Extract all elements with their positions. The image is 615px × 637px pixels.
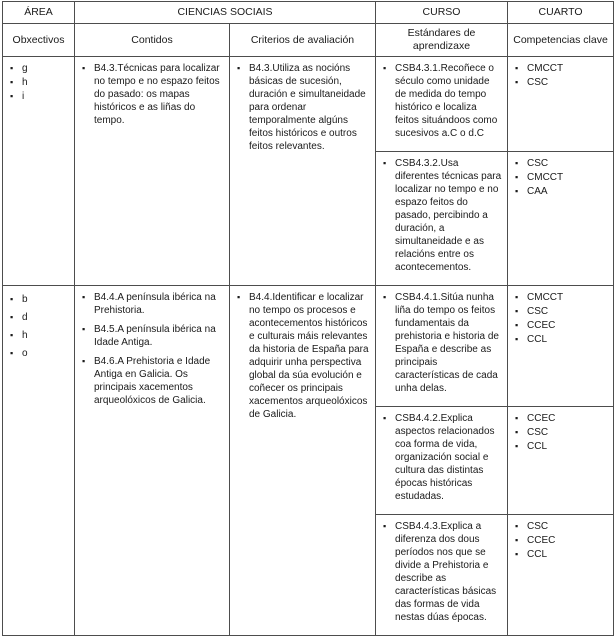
criterios-list <box>236 291 370 421</box>
column-header-estandares: Estándares de aprendizaxe <box>376 24 508 57</box>
list-item: ▪ B4.5.A península ibérica na Idade Antiga. <box>81 323 224 349</box>
list-item: ▪ CSC <box>514 426 608 439</box>
estandares-list <box>382 62 502 140</box>
cell-competencias-csb441 <box>508 286 614 407</box>
header-curso-value: CUARTO <box>508 2 614 24</box>
header-curso-label: CURSO <box>376 2 508 24</box>
list-item: ▪ B4.6.A Prehistoria e Idade Antiga en Galicia. Os principais xacementos arqueolóxicos de Galicia. <box>81 355 224 407</box>
list-item: ▪ i <box>9 90 69 103</box>
list-item: ▪ o <box>9 345 69 362</box>
obxectivos-list <box>9 62 69 103</box>
competencias-list <box>514 291 608 346</box>
competencias-list <box>514 157 608 198</box>
list-item: ▪ B4.3.Utiliza as nocións básicas de sucesión, duración e simultaneidade para ordenar temporalmente algúns feitos históricos e outros feitos relevantes. <box>236 62 370 153</box>
competencias-list <box>514 62 608 89</box>
column-header-competencias: Competencias clave <box>508 24 614 57</box>
criterios-list <box>236 62 370 153</box>
table-row <box>3 286 614 407</box>
cell-contidos-group2 <box>75 286 230 636</box>
list-item: ▪ g <box>9 62 69 75</box>
table-row <box>3 57 614 152</box>
list-item: ▪ CSB4.4.2.Explica aspectos relacionados coa forma de vida, organización social e cultura das distintas épocas históricas estudadas. <box>382 412 502 503</box>
list-item: ▪ h <box>9 327 69 344</box>
header-area-label: ÁREA <box>3 2 75 24</box>
estandares-list <box>382 291 502 395</box>
table-header-row-area <box>3 2 614 24</box>
list-item: ▪ CMCCT <box>514 62 608 75</box>
cell-obxectivos-group2 <box>3 286 75 636</box>
list-item: ▪ CSB4.3.2.Usa diferentes técnicas para localizar no tempo e no espazo feitos do pasado, percibindo a duración, a simultaneidade e as relacións entre os acontecementos. <box>382 157 502 274</box>
list-item: ▪ B4.4.A península ibérica na Prehistoria. <box>81 291 224 317</box>
list-item: ▪ CSC <box>514 520 608 533</box>
list-item: ▪ CSC <box>514 157 608 170</box>
cell-competencias-csb442 <box>508 407 614 515</box>
cell-estandar-csb432 <box>376 152 508 286</box>
estandares-list <box>382 412 502 503</box>
list-item: ▪ CCL <box>514 333 608 346</box>
cell-obxectivos-group1 <box>3 57 75 286</box>
list-item: ▪ CSB4.4.3.Explica a diferenza dos dous períodos nos que se divide a Prehistoria e describe as características básicas das formas de vida nestas dúas épocas. <box>382 520 502 624</box>
header-area-value: CIENCIAS SOCIAIS <box>75 2 376 24</box>
list-item: ▪ h <box>9 76 69 89</box>
list-item: ▪ B4.3.Técnicas para localizar no tempo e no espazo feitos do pasado: os mapas históricos e as liñas do tempo. <box>81 62 224 127</box>
contidos-list <box>81 291 224 407</box>
cell-competencias-csb432 <box>508 152 614 286</box>
list-item: ▪ CCL <box>514 548 608 561</box>
competencias-list <box>514 412 608 453</box>
cell-competencias-csb431 <box>508 57 614 152</box>
list-item: ▪ CSB4.4.1.Sitúa nunha liña do tempo os feitos fundamentais da prehistoria e historia de España e describe as principais características de cada unha delas. <box>382 291 502 395</box>
cell-competencias-csb443 <box>508 515 614 636</box>
list-item: ▪ CCEC <box>514 319 608 332</box>
list-item: ▪ CSC <box>514 305 608 318</box>
estandares-list <box>382 520 502 624</box>
list-item: ▪ CMCCT <box>514 171 608 184</box>
contidos-list <box>81 62 224 127</box>
list-item: ▪ b <box>9 291 69 308</box>
list-item: ▪ CMCCT <box>514 291 608 304</box>
cell-criterios-group2 <box>230 286 376 636</box>
curriculum-table <box>2 1 614 636</box>
list-item: ▪ CSC <box>514 76 608 89</box>
cell-estandar-csb431 <box>376 57 508 152</box>
list-item: ▪ B4.4.Identificar e localizar no tempo os procesos e acontecementos históricos e culturais máis relevantes da historia de España para adquirir unha perspectiva global da súa evolución e coñecer os principais xacementos arqueolóxicos de Galicia. <box>236 291 370 421</box>
list-item: ▪ CCL <box>514 440 608 453</box>
list-item: ▪ CSB4.3.1.Recoñece o século como unidade de medida do tempo histórico e localiza feitos situándoos como sucesivos a.C o d.C <box>382 62 502 140</box>
cell-criterios-group1 <box>230 57 376 286</box>
column-header-obxectivos: Obxectivos <box>3 24 75 57</box>
column-header-contidos: Contidos <box>75 24 230 57</box>
cell-estandar-csb442 <box>376 407 508 515</box>
obxectivos-list <box>9 291 69 362</box>
list-item: ▪ CAA <box>514 185 608 198</box>
estandares-list <box>382 157 502 274</box>
list-item: ▪ d <box>9 309 69 326</box>
list-item: ▪ CCEC <box>514 412 608 425</box>
cell-estandar-csb441 <box>376 286 508 407</box>
cell-estandar-csb443 <box>376 515 508 636</box>
cell-contidos-group1 <box>75 57 230 286</box>
column-header-criterios: Criterios de avaliación <box>230 24 376 57</box>
competencias-list <box>514 520 608 561</box>
table-header-row-columns <box>3 24 614 57</box>
list-item: ▪ CCEC <box>514 534 608 547</box>
